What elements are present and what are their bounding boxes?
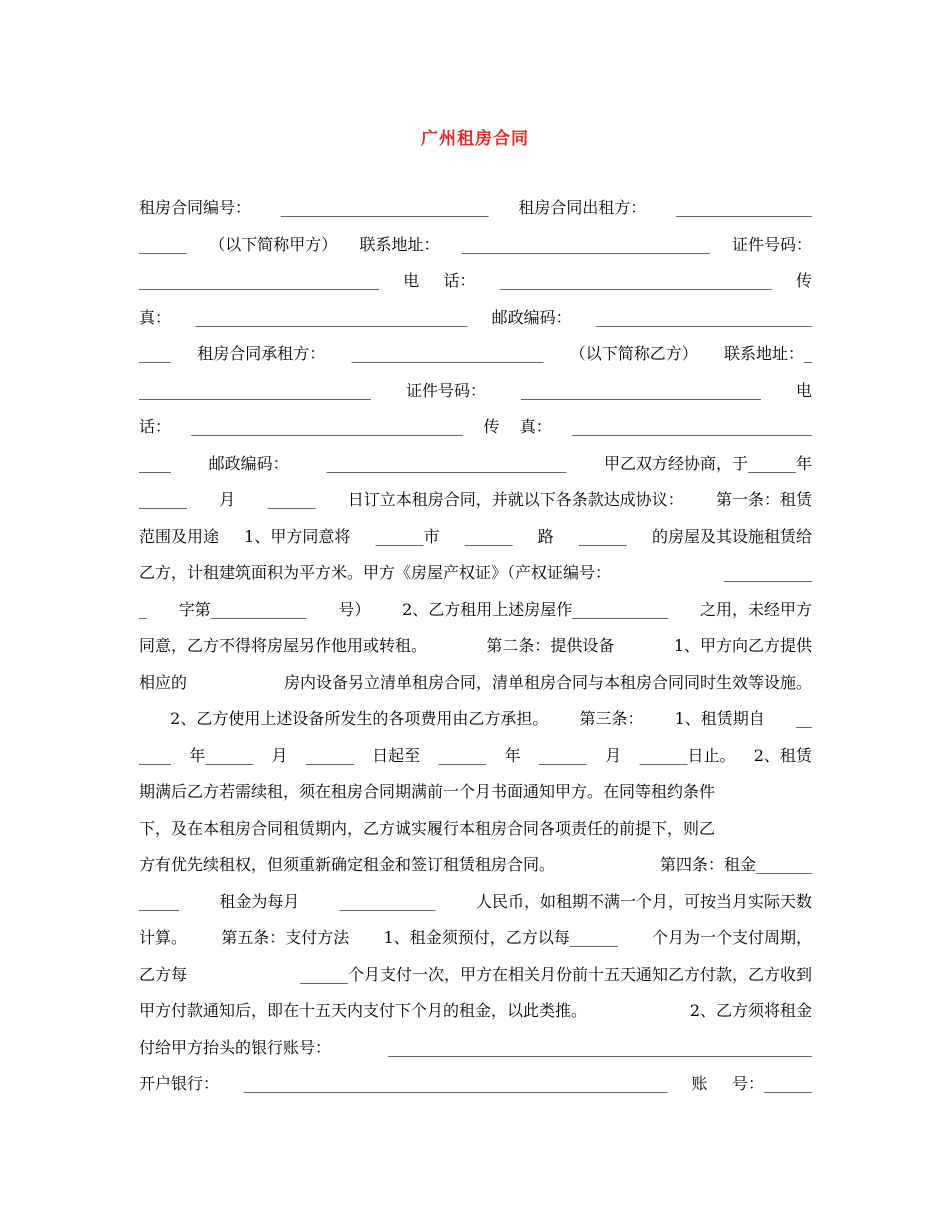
contract-line-text: 真：: [519, 417, 552, 436]
contract-line: [139, 774, 812, 811]
contract-line-text: 证件号码：: [405, 380, 486, 400]
contract-line-text: 月: [271, 745, 288, 765]
contract-line: [139, 519, 812, 556]
contract-line-text: ______日止。: [639, 745, 736, 765]
contract-line-text: __________________________: [280, 198, 489, 217]
contract-line-text: 话：: [139, 417, 172, 436]
contract-line-text: 之用，未经甲方: [699, 599, 812, 619]
contract-line-text: 房内设备另立清单租房合同，清单租房合同与本租房合同同时生效等设施。: [283, 672, 812, 692]
contract-line-text: ______: [538, 745, 587, 765]
contract-line-text: 传: [483, 417, 500, 436]
contract-line-text: 真：: [139, 307, 172, 327]
contract-line-text: __________________________________: [195, 307, 468, 327]
contract-line-text: 2、乙方须将租金: [689, 1001, 812, 1020]
contract-line-text: _________________: [676, 198, 812, 217]
contract-line: [139, 190, 812, 227]
contract-line-text: _: [139, 599, 147, 619]
contract-line-text: 号）: [338, 599, 371, 619]
contract-line: [139, 592, 812, 629]
contract-line-text: 计算。: [139, 928, 188, 947]
contract-line-text: 第一条：租赁: [715, 490, 812, 509]
contract-line-text: 话：: [443, 271, 476, 290]
contract-line-text: 2、乙方租用上述房屋作____________: [402, 599, 669, 619]
contract-line: [139, 665, 812, 702]
contract-line-text: 的房屋及其设施租赁给: [651, 526, 812, 546]
contract-line-text: 第三条：: [579, 709, 644, 728]
contract-line-text: 电: [795, 380, 812, 400]
contract-line-text: 邮政编码：: [491, 307, 572, 327]
contract-line-text: 号：______: [731, 1074, 812, 1093]
contract-line-text: 租房合同出租方：: [518, 198, 647, 217]
contract-line: [139, 884, 812, 921]
contract-line: [139, 1030, 812, 1067]
contract-line: [139, 920, 812, 957]
contract-line-text: ________________________: [351, 344, 544, 363]
contract-line-text: 1、租赁期自: [674, 709, 765, 728]
contract-line: [139, 482, 812, 519]
contract-line: [139, 300, 812, 337]
contract-line-text: _____________________________________________________: [243, 1074, 668, 1093]
contract-line-text: ______: [305, 745, 354, 765]
contract-line-text: ______________________________: [571, 417, 812, 436]
contract-line-text: 下，及在本租房合同租赁期内，乙方诚实履行本租房合同各项责任的前提下，则乙: [139, 818, 716, 838]
contract-line-text: 联系地址：_: [723, 344, 812, 363]
contract-line-text: 联系地址：: [359, 234, 440, 254]
contract-line-text: 1、甲方同意将: [244, 526, 351, 546]
contract-line-text: （以下简称甲方）: [209, 234, 338, 254]
contract-body: [139, 190, 812, 1103]
contract-line-text: 月: [219, 490, 236, 509]
contract-line-text: 乙方，计租建筑面积为平方米。甲方《房屋产权证》（产权证编号：: [139, 563, 612, 582]
contract-line-text: _____________________________________________________: [388, 1037, 812, 1057]
contract-line-text: ______: [267, 490, 316, 509]
contract-line-text: 日起至: [372, 745, 421, 765]
contract-line-text: 电: [403, 271, 420, 290]
contract-line-text: ____________: [339, 891, 436, 911]
contract-line-text: 期满后乙方若需续租，须在租房合同期满前一个月书面通知甲方。在同等租约条件: [139, 782, 716, 801]
contract-line-text: ____: [139, 344, 171, 363]
contract-line-text: ______市: [375, 526, 440, 546]
contract-line-text: 第五条：支付方法: [221, 928, 350, 947]
contract-line: [139, 628, 812, 665]
contract-line-text: 月: [605, 745, 622, 765]
contract-line-text: 相应的: [139, 672, 188, 692]
contract-line-text: _____: [139, 891, 179, 911]
contract-line-text: 个月为一个支付周期，: [651, 928, 812, 947]
contract-line-text: ______________________________: [326, 453, 567, 473]
contract-line: [139, 847, 812, 884]
contract-line: [139, 446, 812, 483]
contract-line-text: 年______: [189, 745, 254, 765]
contract-line-text: 同意，乙方不得将房屋另作他用或转租。: [139, 636, 428, 655]
contract-line-text: 1、甲方向乙方提供: [673, 636, 812, 655]
contract-line-text: 租房合同编号：: [139, 198, 252, 217]
contract-line: [139, 701, 812, 738]
contract-line-text: 账: [691, 1074, 708, 1093]
contract-line-text: ___________________________: [595, 307, 812, 327]
contract-line-text: 字第____________: [178, 599, 307, 619]
contract-line-text: __________________________________: [191, 417, 464, 436]
contract-line-text: 邮政编码：: [208, 453, 289, 473]
contract-line: [139, 227, 812, 264]
contract-line-text: 方有优先续租权，但须重新确定租金和签订租赁租房合同。: [139, 855, 556, 874]
contract-line-text: 范围及用途: [139, 526, 220, 546]
contract-line-text: 甲乙双方经协商，于______年: [603, 453, 812, 473]
contract-line-text: 乙方每: [139, 964, 188, 984]
contract-line: [139, 336, 812, 373]
contract-line-text: 1、租金须预付，乙方以每______: [383, 928, 618, 947]
contract-line-text: 2、租赁: [753, 745, 812, 765]
contract-line-text: ____: [139, 745, 171, 765]
contract-line-text: ___________: [724, 563, 812, 582]
contract-line-text: 路: [537, 526, 554, 546]
contract-line-text: 租房合同承租方：: [197, 344, 326, 363]
contract-line-text: ______: [139, 234, 187, 254]
contract-line-text: 传: [795, 271, 812, 290]
contract-line-text: ______________________________: [139, 271, 379, 290]
contract-line-text: 第四条：租金_______: [659, 855, 812, 874]
contract-line-text: 年: [504, 745, 521, 765]
contract-line-text: _____________________________: [139, 380, 371, 400]
contract-line: [139, 957, 812, 994]
contract-line-text: 第二条：提供设备: [486, 636, 615, 655]
contract-line-text: 人民币，如租期不满一个月，可按当月实际天数: [475, 891, 812, 911]
contract-line-text: 证件号码：: [731, 234, 812, 254]
contract-line-text: __: [795, 709, 812, 728]
contract-line: [139, 373, 812, 410]
contract-line: [139, 409, 812, 446]
contract-line: [139, 555, 812, 592]
contract-line-text: 日订立本租房合同，并就以下各条款达成协议：: [347, 490, 684, 509]
contract-line-text: ____: [139, 453, 171, 473]
contract-line: [139, 993, 812, 1030]
contract-line-text: ______________________________: [520, 380, 761, 400]
contract-line-text: ______: [578, 526, 627, 546]
contract-line-text: ______: [438, 745, 487, 765]
contract-line: [139, 263, 812, 300]
contract-line: [139, 738, 812, 775]
contract-line-text: ______: [139, 490, 187, 509]
contract-line-text: ______个月支付一次，甲方在相关月份前十五天通知乙方付款，乙方收到: [299, 964, 812, 984]
contract-line: [139, 811, 812, 848]
contract-line-text: 2、乙方使用上述设备所发生的各项费用由乙方承担。: [170, 709, 549, 728]
contract-line-text: _______________________________: [461, 234, 710, 254]
contract-line: [139, 1066, 812, 1103]
contract-line-text: 甲方付款通知后，即在十五天内支付下个月的租金，以此类推。: [139, 1001, 588, 1020]
contract-line-text: 开户银行：: [139, 1074, 220, 1093]
document-title: 广州租房合同: [421, 129, 529, 149]
contract-line-text: __________________________________: [499, 271, 772, 290]
contract-line-text: （以下简称乙方）: [569, 344, 698, 363]
contract-line-text: 付给甲方抬头的银行账号：: [139, 1037, 332, 1057]
contract-line-text: ______: [464, 526, 513, 546]
contract-line-text: 租金为每月: [219, 891, 300, 911]
